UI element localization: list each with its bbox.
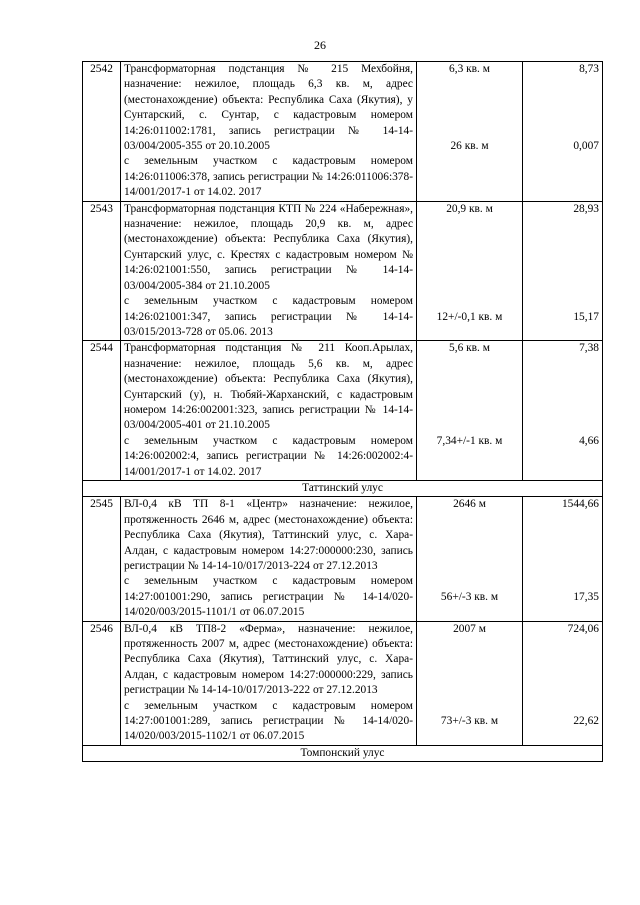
object-description (121, 341, 417, 481)
property-register-table (82, 61, 603, 762)
object-description (121, 497, 417, 621)
value-cell (523, 341, 603, 481)
row-number: 2545 (83, 497, 121, 621)
land-area: 56+/-3 кв. м (440, 590, 499, 603)
land-plot-text: с земельным участком с кадастровым номером 14:26:011006:378, запись регистрации № 14:26:011006:378-14/001/2017-1 от 14.02. 2017 (124, 155, 413, 199)
table-row (83, 497, 603, 621)
object-text: Трансформаторная подстанция № 211 Кооп.Арылах, назначение: нежилое, площадь 5,6 кв. м, адрес (местонахождение) объекта: Республика Саха (Якутия), Сунтарский (у), н. Тюбяй-Жарханский, с кадастровым номером 14:26:002001:323, запись регистрации № 14-14-03/004/2005-401 от 21.10.2005 (124, 342, 413, 432)
land-area: 26 кв. м (450, 140, 489, 153)
object-value: 8,73 (579, 63, 599, 75)
object-area: 2646 м (453, 498, 486, 511)
region-heading: Таттинский улус (83, 480, 603, 496)
land-plot-text: с земельным участком с кадастровым номером 14:27:001001:289, запись регистрации № 14-14/020-14/020/003/2015-1102/1 от 06.07.2015 (124, 699, 413, 743)
land-plot-text: с земельным участком с кадастровым номером 14:26:002002:4, запись регистрации № 14:26:002002:4-14/001/2017-1 от 14.02. 2017 (124, 434, 413, 478)
area-cell (417, 62, 523, 202)
object-text: ВЛ-0,4 кВ ТП 8-1 «Центр» назначение: нежилое, протяженность 2646 м, адрес (местонахождение) объекта: Республика Саха (Якутия), Таттинский улус, с. Хара-Алдан, с кадастровым номером 14:27:000000:230, запись регистрации № 14-14-10/017/2013-224 от 27.12.2013 (124, 498, 413, 572)
land-area: 7,34+/-1 кв. м (436, 434, 503, 447)
land-value: 4,66 (579, 434, 599, 447)
row-number: 2546 (83, 621, 121, 745)
land-value: 0,007 (573, 140, 599, 153)
object-text: Трансформаторная подстанция № 215 Мехбойня, назначение: нежилое, площадь 6,3 кв. м, адрес (местонахождение) объекта: Республика Саха (Якутия), у Сунтарский, с. Сунтар, с кадастровым номером 14:26:011002:1781, запись регистрации № 14-14-03/004/2005-355 от 20.10.2005 (124, 63, 413, 153)
object-text: ВЛ-0,4 кВ ТП8-2 «Ферма», назначение: нежилое, протяженность 2007 м, адрес (местонахождение) объекта: Республика Саха (Якутия), Таттинский улус, с. Хара-Алдан, с кадастровым номером 14:27:000000:229, запись регистрации № 14-14-10/017/2013-222 от 27.12.2013 (124, 622, 413, 697)
land-value: 17,35 (573, 590, 599, 603)
row-number: 2542 (83, 62, 121, 202)
row-number: 2544 (83, 341, 121, 481)
page-number: 26 (314, 38, 326, 52)
table-row (83, 621, 603, 745)
area-cell (417, 497, 523, 621)
area-cell (417, 621, 523, 745)
object-value: 28,93 (573, 202, 599, 215)
region-row (83, 745, 603, 761)
object-value: 1544,66 (561, 498, 599, 511)
value-cell (523, 497, 603, 621)
region-row (83, 480, 603, 496)
object-area: 6,3 кв. м (449, 63, 490, 75)
table-row (83, 341, 603, 481)
object-area: 2007 м (453, 622, 486, 635)
table-row (83, 201, 603, 341)
table-row (83, 62, 603, 202)
area-cell (417, 341, 523, 481)
land-plot-text: с земельным участком с кадастровым номером 14:26:021001:347, запись регистрации № 14-14-03/015/2013-728 от 05.06. 2013 (124, 295, 413, 338)
object-text: Трансформаторная подстанция КТП № 224 «Набережная», назначение: нежилое, площадь 20,9 кв. м, адрес (местонахождение) объекта: Республика Саха (Якутия), Сунтарский улус, с. Крестях с кадастровым номером № 14:26:021001:550, запись регистрации № 14-14-03/004/2005-384 от 21.10.2005 (124, 202, 413, 292)
object-value: 7,38 (579, 342, 599, 355)
object-description (121, 201, 417, 341)
area-cell (417, 201, 523, 341)
region-heading: Томпонский улус (83, 745, 603, 761)
value-cell (523, 621, 603, 745)
value-cell (523, 62, 603, 202)
object-area: 5,6 кв. м (449, 342, 490, 355)
land-area: 73+/-3 кв. м (440, 715, 499, 728)
object-description (121, 621, 417, 745)
object-description (121, 62, 417, 202)
land-value: 15,17 (573, 311, 599, 324)
object-value: 724,06 (567, 622, 599, 635)
land-value: 22,62 (573, 715, 599, 728)
land-plot-text: с земельным участком с кадастровым номером 14:27:001001:290, запись регистрации № 14-14/020-14/020/003/2015-1101/1 от 06.07.2015 (124, 575, 413, 619)
land-area: 12+/-0,1 кв. м (436, 311, 503, 324)
object-area: 20,9 кв. м (446, 202, 493, 215)
value-cell (523, 201, 603, 341)
row-number: 2543 (83, 201, 121, 341)
